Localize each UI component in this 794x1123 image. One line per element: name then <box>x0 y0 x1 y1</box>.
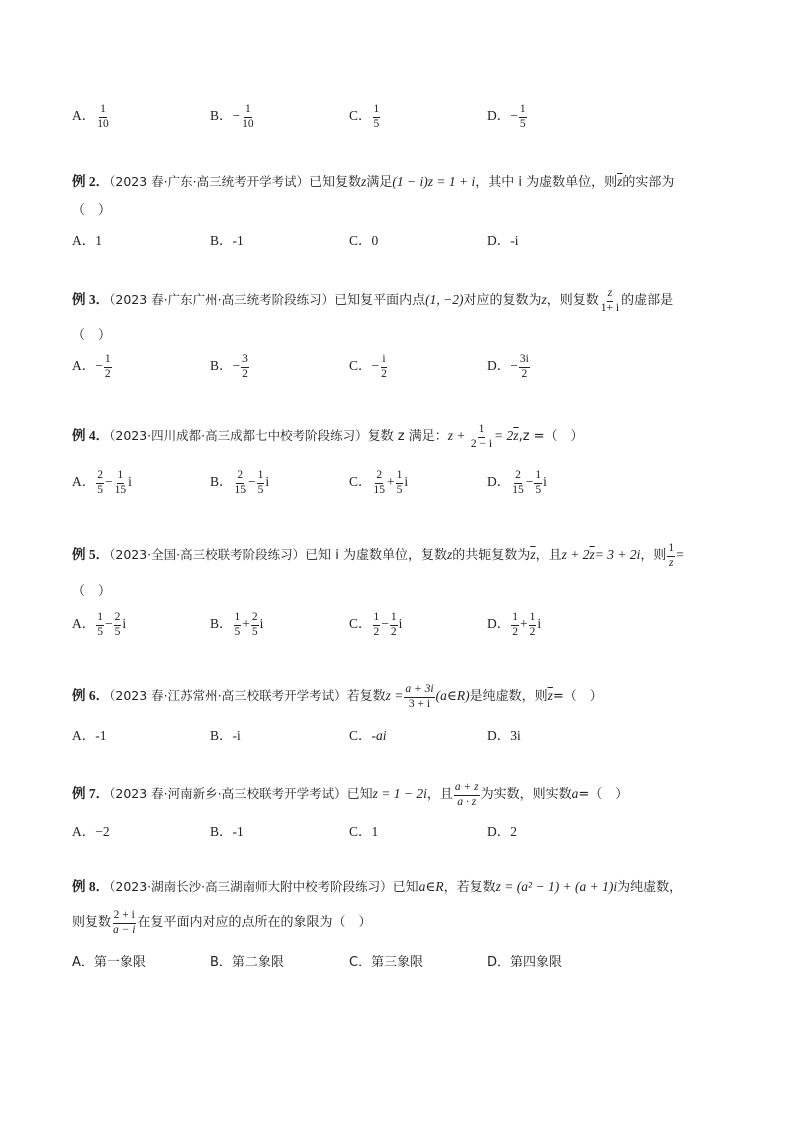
q8-option-a[interactable]: A．第一象限 <box>72 955 146 970</box>
q2-answer-paren: （ ） <box>72 203 112 218</box>
q7-option-b[interactable]: B．-1 <box>210 824 244 839</box>
q5-stem: 例 5．（2023·全国·高三校联考阶段练习）已知 i 为虚数单位，复数z的共轭复数为$\overline{z}$，且$z + 2\overline{z}= 3 + 2i$，则 $\frac{1}{z}$ = <box>72 542 684 569</box>
q5-option-c[interactable]: C． $\frac{1}{2}$ − $\frac{1}{2}$ i <box>349 611 403 638</box>
q7-option-c[interactable]: C．1 <box>349 824 379 839</box>
q8-stem: 例 8．（2023·湖南长沙·高三湖南师大附中校考阶段练习）已知a∈R，若复数z = (a² − 1) + (a + 1)i为纯虚数， <box>72 879 683 895</box>
q1-option-b[interactable]: B．− $\frac{1}{10}$ <box>210 103 254 130</box>
q3-answer-paren: （ ） <box>72 328 112 343</box>
q1-option-c[interactable]: C． $\frac{1}{5}$ <box>349 103 380 130</box>
q6-stem: 例 6．（2023 春·江苏常州·高三校联考开学考试）若复数z = $\frac{a + 3i}{3 + i}$ (a∈R)是纯虚数，则$\overline{z}=$（ ） <box>72 683 603 710</box>
q8-option-b[interactable]: B．第二象限 <box>210 955 284 970</box>
q2-stem: 例 2．（2023 春·广东·高三统考开学考试）已知复数z满足(1 − i)z = 1 + i，其中 i 为虚数单位，则$\overline{z}$的实部为 <box>72 174 675 190</box>
q1-option-d[interactable]: D．− $\frac{1}{5}$ <box>487 103 526 130</box>
q3-option-a[interactable]: A．− $\frac{1}{2}$ <box>72 353 111 380</box>
q6-option-c[interactable]: C．-ai <box>349 728 387 743</box>
q4-stem: 例 4．（2023·四川成都·高三成都七中校考阶段练习）复数 z 满足：z + $\frac{1}{2 - i}$ = $2\overline{z},z$ =（ ） <box>72 423 584 450</box>
q4-option-c[interactable]: C． $\frac{2}{15}$ + $\frac{1}{5}$ i <box>349 469 409 496</box>
q4-option-d[interactable]: D． $\frac{2}{15}$ − $\frac{1}{5}$ i <box>487 469 547 496</box>
q8-option-c[interactable]: C．第三象限 <box>349 955 424 970</box>
q8-option-d[interactable]: D．第四象限 <box>487 955 563 970</box>
q7-option-a[interactable]: A．−2 <box>72 824 110 839</box>
q2-option-a[interactable]: A．1 <box>72 233 102 248</box>
q5-option-d[interactable]: D． $\frac{1}{2}$ + $\frac{1}{2}$ i <box>487 611 542 638</box>
q3-option-b[interactable]: B．− $\frac{3}{2}$ <box>210 353 248 380</box>
q6-option-b[interactable]: B．-i <box>210 728 241 743</box>
q7-stem: 例 7．（2023 春·河南新乡·高三校联考开学考试）已知z = 1 − 2i，且 $\frac{a + z}{a \cdot z}$ 为实数，则实数a=（ ） <box>72 781 629 808</box>
q2-option-c[interactable]: C．0 <box>349 233 379 248</box>
q6-option-d[interactable]: D．3i <box>487 728 521 743</box>
q1-option-a[interactable]: A． $\frac{1}{10}$ <box>72 103 109 130</box>
q7-option-d[interactable]: D．2 <box>487 824 517 839</box>
q2-option-b[interactable]: B．-1 <box>210 233 244 248</box>
q2-option-d[interactable]: D．-i <box>487 233 519 248</box>
q3-option-c[interactable]: C．− $\frac{i}{2}$ <box>349 353 387 380</box>
q3-stem: 例 3．（2023 春·广东广州·高三统考阶段练习）已知复平面内点(1, −2)对应的复数为z，则复数 $\frac{z}{1+ i}$ 的虚部是 <box>72 287 674 314</box>
q8-stem-line2: 则复数 $\frac{2 + i}{a - i}$ 在复平面内对应的点所在的象限为（ ） <box>72 909 372 936</box>
q3-option-d[interactable]: D．− $\frac{3i}{2}$ <box>487 353 529 380</box>
q6-option-a[interactable]: A．-1 <box>72 728 107 743</box>
q5-option-a[interactable]: A． $\frac{1}{5}$ − $\frac{2}{5}$ i <box>72 611 127 638</box>
q5-answer-paren: （ ） <box>72 584 112 599</box>
q4-option-b[interactable]: B． $\frac{2}{15}$ − $\frac{1}{5}$ i <box>210 469 270 496</box>
q5-option-b[interactable]: B． $\frac{1}{5}$ + $\frac{2}{5}$ i <box>210 611 264 638</box>
q4-option-a[interactable]: A． $\frac{2}{5}$ − $\frac{1}{15}$ i <box>72 469 132 496</box>
